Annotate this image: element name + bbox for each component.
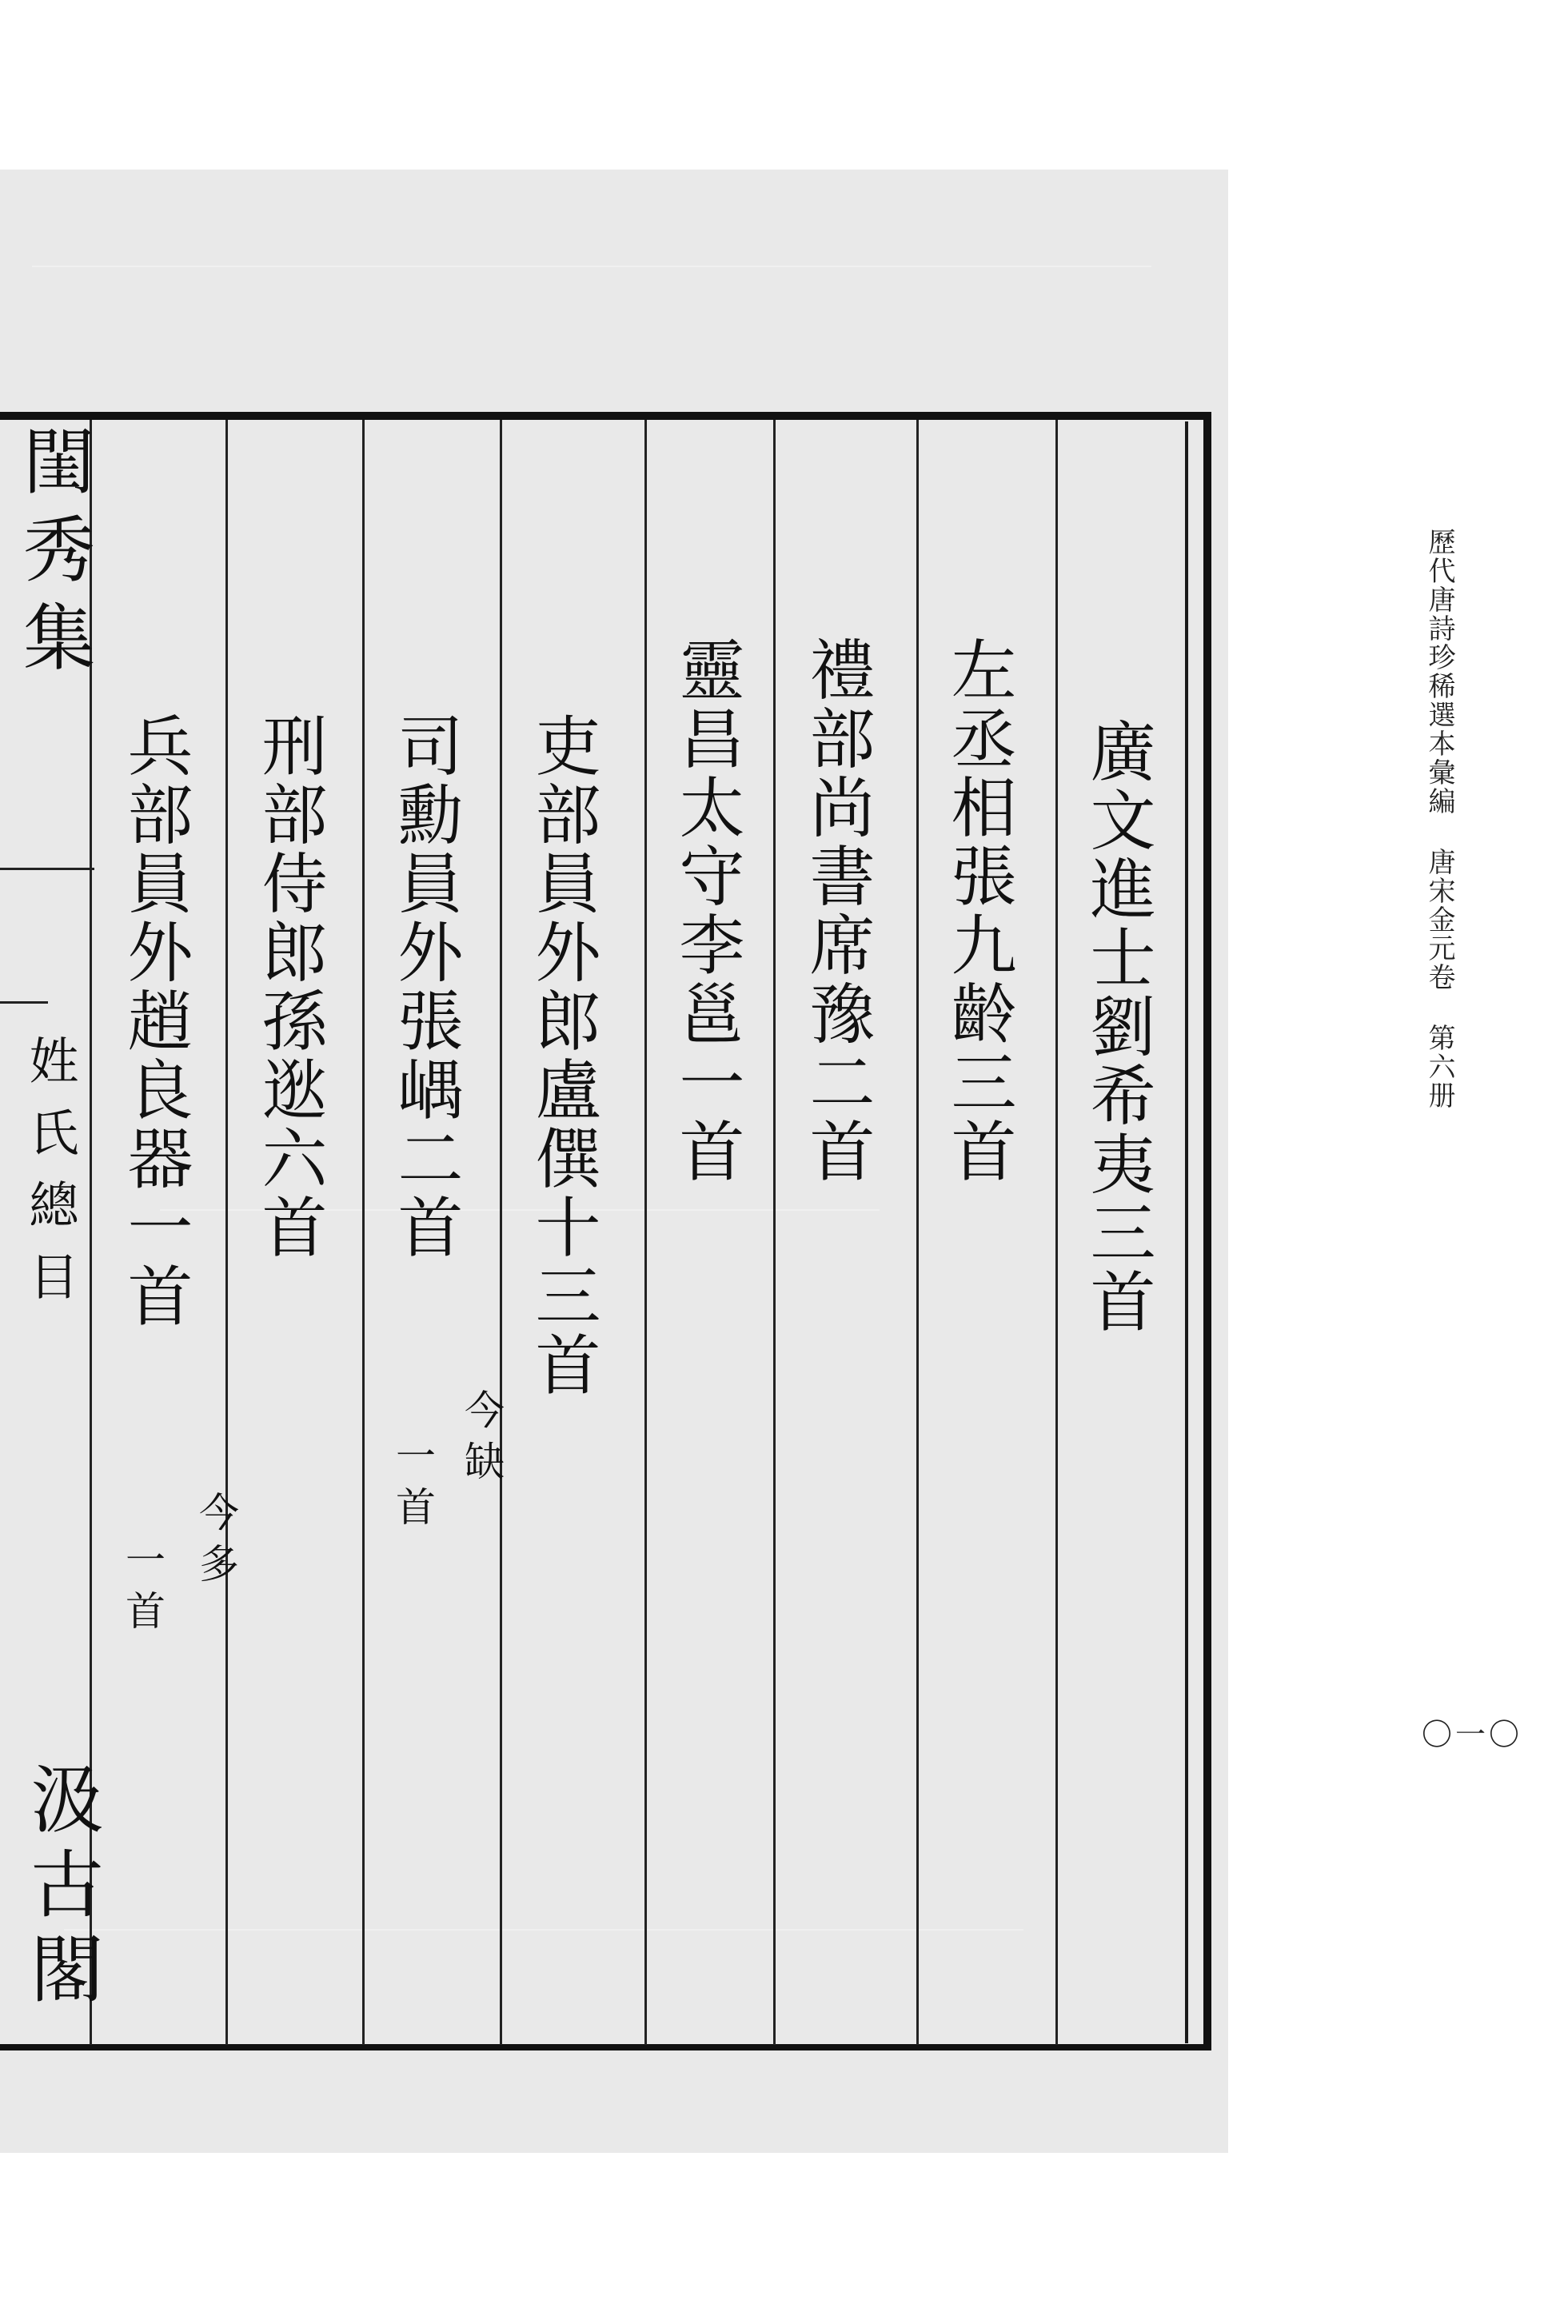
note-column-6-left: 一首 [389, 1435, 436, 1537]
scanned-page [0, 170, 1228, 2153]
entry-column-8: 兵部員外趙良器一首 [117, 712, 193, 1331]
margin-title: 閨秀集 [10, 424, 94, 688]
entry-column-1: 廣文進士劉希夷三首 [1079, 717, 1155, 1336]
entry-column-2: 左丞相張九齡三首 [940, 636, 1016, 1186]
column-rule [1055, 420, 1058, 2045]
caption-book: 第六册 [1423, 1024, 1455, 1110]
margin-section: 姓氏總目 [21, 1035, 79, 1323]
caption-volume: 唐宋金元卷 [1423, 848, 1455, 992]
reprint-caption [1420, 528, 1459, 1110]
page-number: 〇一〇 [1422, 1717, 1523, 1752]
column-rule [773, 420, 776, 2045]
column-rule [225, 420, 228, 2045]
margin-rule [0, 868, 94, 870]
column-rule [916, 420, 919, 2045]
entry-column-6: 司勳員外張嵎二首 [387, 712, 463, 1262]
caption-series: 歷代唐詩珍稀選本彙編 [1423, 528, 1455, 816]
frame-inner-rule [1185, 421, 1188, 2043]
column-rule [500, 420, 502, 2045]
entry-column-5: 吏部員外郎盧僎十三首 [525, 712, 600, 1400]
note-column-8-left: 一首 [119, 1539, 166, 1641]
column-rule [362, 420, 365, 2045]
margin-rule [0, 1001, 48, 1004]
entry-column-3: 禮部尚書席豫二首 [799, 636, 875, 1186]
note-column-6-right: 今缺 [458, 1389, 505, 1491]
entry-column-4: 靈昌太守李邕一首 [668, 636, 744, 1186]
note-column-8-right: 今多 [193, 1491, 239, 1594]
margin-publisher: 汲古閣 [18, 1761, 104, 2015]
column-rule [644, 420, 647, 2045]
entry-column-7: 刑部侍郎孫逖六首 [251, 712, 327, 1262]
